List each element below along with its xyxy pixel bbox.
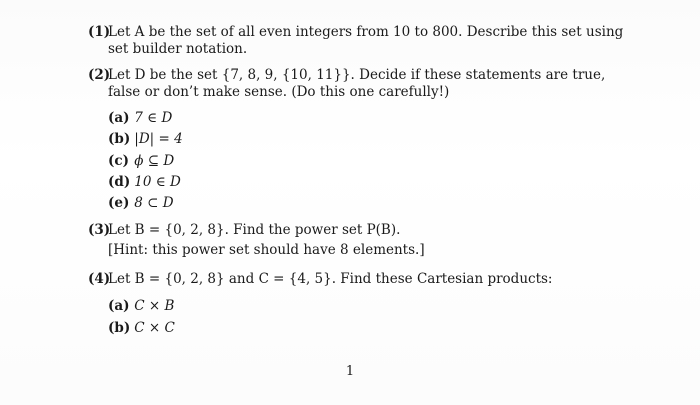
part-label: (c): [108, 153, 129, 169]
part-expression: C × B: [134, 298, 175, 314]
problem-2: [88, 67, 628, 101]
part-label: (b): [108, 320, 131, 336]
problem-4-part-a: [108, 298, 174, 315]
problem-4-text: Let B = {0, 2, 8} and C = {4, 5}. Find these Cartesian products:: [108, 271, 553, 287]
problem-2-part-b: [108, 131, 183, 148]
page-number: 1: [345, 364, 355, 379]
part-label: (a): [108, 110, 130, 126]
problem-3-hint: [Hint: this power set should have 8 elements.]: [108, 242, 425, 258]
problem-2-part-c: [108, 153, 174, 170]
problem-2-part-a: [108, 110, 172, 127]
problem-1: [88, 24, 628, 58]
problem-2-part-e: [108, 195, 174, 212]
problem-4-part-b: [108, 320, 175, 337]
part-expression: 10 ∈ D: [134, 174, 181, 190]
problem-3-number: (3): [88, 222, 111, 238]
part-label: (e): [108, 195, 130, 211]
part-label: (b): [108, 131, 131, 147]
problem-2-text: Let D be the set {7, 8, 9, {10, 11}}. Decide if these statements are true, false or don’t make sense. (Do this one carefully!): [108, 67, 606, 100]
problem-1-text: Let A be the set of all even integers from 10 to 800. Describe this set using set builder notation.: [108, 24, 624, 57]
part-expression: ϕ ⊆ D: [134, 153, 175, 169]
part-expression: 8 ⊂ D: [134, 195, 174, 211]
problem-1-number: (1): [88, 24, 111, 40]
problem-2-part-d: [108, 174, 181, 191]
part-expression: 7 ∈ D: [134, 110, 173, 126]
problem-4: [88, 271, 628, 288]
problem-3: [88, 222, 628, 239]
problem-4-number: (4): [88, 271, 111, 287]
problem-2-number: (2): [88, 67, 111, 83]
problem-3-text: Let B = {0, 2, 8}. Find the power set P(B).: [108, 222, 401, 238]
part-expression: |D| = 4: [134, 131, 183, 147]
part-label: (d): [108, 174, 131, 190]
part-expression: C × C: [134, 320, 175, 336]
part-label: (a): [108, 298, 130, 314]
